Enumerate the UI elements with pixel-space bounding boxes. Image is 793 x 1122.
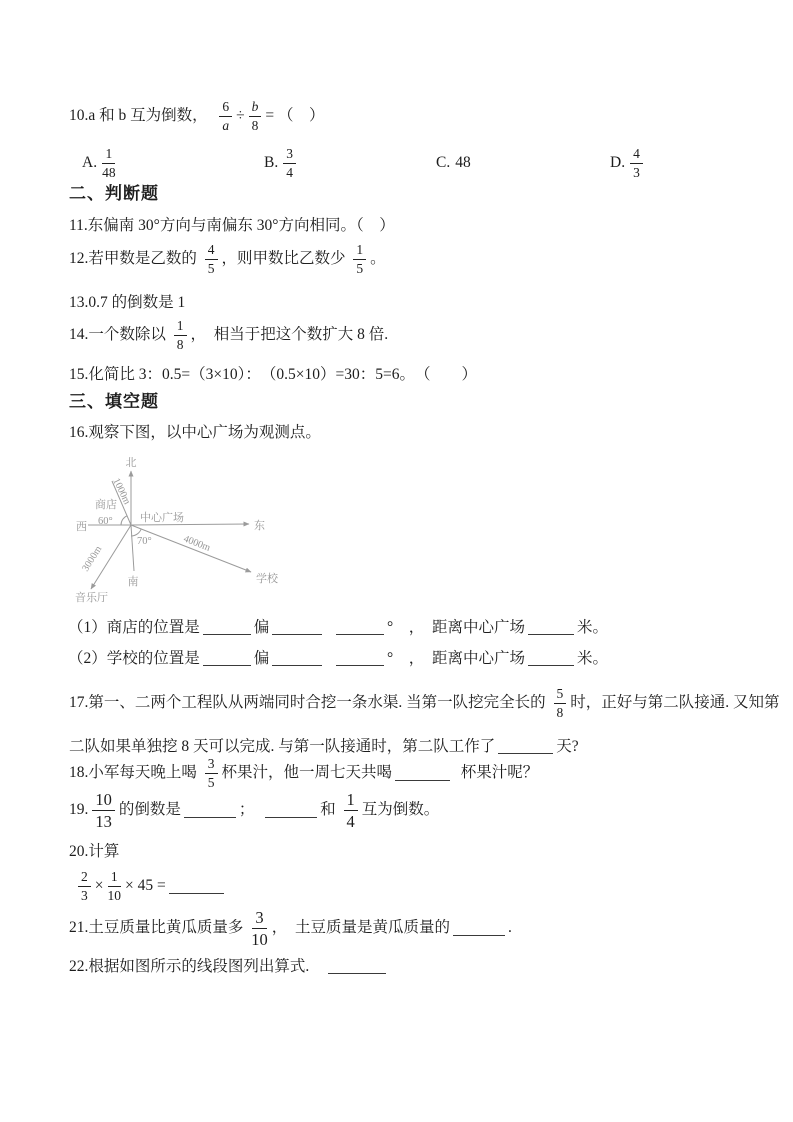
question-18 bbox=[69, 755, 538, 791]
fraction: $\frac{10}{13}$ bbox=[92, 790, 115, 831]
fraction: $\frac{3}{4}$ bbox=[283, 146, 296, 180]
answer-blank bbox=[498, 739, 553, 754]
south-label: 南 bbox=[127, 576, 139, 588]
text-run: ， 相当于把这个数扩大 8 倍. bbox=[190, 326, 389, 344]
text-run: 杯果汁呢？ bbox=[453, 764, 539, 782]
angle-70-label: 70° bbox=[137, 536, 152, 547]
question-16-sub2 bbox=[68, 650, 608, 668]
option-label: D. bbox=[610, 154, 626, 172]
question-19 bbox=[69, 788, 439, 832]
fraction: $\frac{4}{3}$ bbox=[630, 146, 643, 180]
question-12 bbox=[69, 241, 386, 277]
question-17-line1 bbox=[69, 685, 780, 721]
answer-blank bbox=[203, 620, 251, 635]
option-value: 48 bbox=[455, 154, 471, 172]
fraction: $\frac{b}{8}$ bbox=[249, 99, 262, 133]
fraction: $\frac{4}{5}$ bbox=[205, 242, 218, 276]
question-14 bbox=[69, 317, 388, 353]
answer-blank bbox=[528, 651, 574, 666]
text-run: 米。 bbox=[576, 650, 608, 667]
answer-blank bbox=[395, 766, 450, 781]
text-run: 互为倒数。 bbox=[361, 801, 440, 819]
option-d bbox=[610, 146, 647, 180]
text-run: 10.a 和 b 互为倒数， bbox=[69, 107, 216, 125]
question-22 bbox=[69, 958, 389, 976]
answer-blank bbox=[328, 959, 386, 974]
text-run: 米。 bbox=[576, 619, 608, 636]
answer-blank bbox=[203, 651, 251, 666]
answer-blank bbox=[336, 620, 384, 635]
text-run: ，则甲数比乙数少 bbox=[221, 250, 350, 268]
text-run: 11.东偏南 30°方向与南偏东 30°方向相同。（ ） bbox=[69, 217, 395, 234]
fraction: $\frac{1}{5}$ bbox=[353, 242, 366, 276]
question-20-expression bbox=[74, 868, 227, 904]
text-run: 20.计算 bbox=[69, 843, 120, 860]
text-run: 22.根据如图所示的线段图列出算式. bbox=[69, 958, 325, 975]
option-b bbox=[264, 146, 300, 180]
question-16-sub1 bbox=[68, 619, 608, 637]
fraction: $\frac{5}{8}$ bbox=[554, 686, 567, 720]
text-run: ° ， 距离中心广场 bbox=[387, 619, 525, 636]
option-label: A. bbox=[82, 154, 98, 172]
fraction: $\frac{1}{10}$ bbox=[107, 868, 121, 903]
text-run: 天? bbox=[556, 738, 579, 755]
question-10-options bbox=[0, 146, 793, 180]
east-axis bbox=[131, 524, 249, 525]
text-run: 14.一个数除以 bbox=[69, 326, 170, 344]
school-distance-label: 4000m bbox=[181, 533, 212, 554]
answer-blank bbox=[336, 651, 384, 666]
center-plaza-label: 中心广场 bbox=[140, 512, 184, 524]
west-label: 西 bbox=[76, 521, 87, 533]
fraction: $\frac{3}{5}$ bbox=[205, 756, 218, 790]
q16-compass-diagram bbox=[63, 451, 293, 613]
option-c bbox=[436, 146, 471, 180]
fraction: $\frac{1}{8}$ bbox=[174, 318, 187, 352]
east-label: 东 bbox=[254, 520, 265, 532]
text-run: = （ ） bbox=[265, 107, 325, 125]
text-run: 和 bbox=[320, 801, 340, 819]
school-ray bbox=[131, 525, 251, 572]
text-run: 的倒数是 bbox=[118, 801, 181, 819]
north-label: 北 bbox=[125, 457, 137, 469]
section-2-heading: 二、判断题 bbox=[69, 184, 159, 203]
angle-60-arc bbox=[121, 516, 127, 525]
angle-60-label: 60° bbox=[98, 516, 113, 527]
answer-blank bbox=[272, 620, 322, 635]
option-label: C. bbox=[436, 154, 451, 172]
answer-blank bbox=[265, 803, 317, 818]
text-run: 。 bbox=[370, 250, 386, 268]
fraction: $\frac{1}{48}$ bbox=[102, 145, 116, 180]
text-run: 18.小军每天晚上喝 bbox=[69, 764, 201, 782]
text-run: ° ， 距离中心广场 bbox=[387, 650, 525, 667]
question-10-stem bbox=[69, 99, 325, 133]
text-run: 19. bbox=[69, 801, 89, 819]
shop-distance-label: 1000m bbox=[110, 476, 133, 507]
south-axis bbox=[131, 525, 134, 571]
school-label: 学校 bbox=[256, 573, 278, 585]
question-13 bbox=[69, 294, 185, 312]
fraction: $\frac{6}{a}$ bbox=[219, 99, 232, 133]
fraction: $\frac{1}{4}$ bbox=[344, 790, 358, 831]
question-15 bbox=[69, 366, 477, 384]
fraction: $\frac{2}{3}$ bbox=[78, 869, 91, 903]
question-20-stem bbox=[69, 843, 119, 861]
answer-blank bbox=[272, 651, 322, 666]
text-run: × 45 = bbox=[125, 877, 166, 895]
hall-distance-label: 3000m bbox=[80, 544, 105, 574]
angle-70-arc bbox=[131, 529, 141, 536]
text-run: ； bbox=[238, 801, 263, 819]
section-3-heading: 三、填空题 bbox=[69, 392, 159, 411]
text-run: 15.化简比 3：0.5=（3×10）： （0.5×10）=30：5=6。 （ ） bbox=[69, 366, 477, 383]
shop-label: 商店 bbox=[95, 499, 117, 511]
answer-blank bbox=[169, 879, 224, 894]
text-run: ， 土豆质量是黄瓜质量的 bbox=[271, 919, 451, 937]
text-run: 16.观察下图，以中心广场为观测点。 bbox=[69, 424, 321, 441]
answer-blank bbox=[528, 620, 574, 635]
question-16-stem bbox=[69, 424, 321, 442]
question-21 bbox=[69, 906, 512, 950]
text-run: . bbox=[508, 919, 512, 937]
answer-blank bbox=[453, 921, 505, 936]
text-run: 二队如果单独挖 8 天可以完成. 与第一队接通时，第二队工作了 bbox=[69, 738, 496, 755]
concert-hall-label: 音乐厅 bbox=[75, 592, 108, 604]
text-run: 17.第一、二两个工程队从两端同时合挖一条水渠. 当第一队挖完全长的 bbox=[69, 694, 550, 712]
text-run bbox=[325, 650, 333, 668]
question-17-line2 bbox=[69, 738, 579, 756]
text-run: 13.0.7 的倒数是 1 bbox=[69, 294, 186, 311]
text-run: 21.土豆质量比黄瓜质量多 bbox=[69, 919, 248, 937]
answer-blank bbox=[184, 803, 236, 818]
text-run: × bbox=[94, 877, 104, 895]
text-run: （1）商店的位置是 bbox=[68, 619, 200, 636]
text-run: 杯果汁，他一周七天共喝 bbox=[221, 764, 393, 782]
text-run: 时，正好与第二队接通. 又知第 bbox=[570, 694, 780, 712]
text-run bbox=[325, 619, 333, 637]
question-11 bbox=[69, 217, 395, 235]
fraction: $\frac{3}{10}$ bbox=[251, 907, 268, 949]
text-run: 偏 bbox=[253, 619, 270, 636]
text-run: 偏 bbox=[253, 650, 270, 667]
text-run: ÷ bbox=[236, 107, 245, 125]
option-label: B. bbox=[264, 154, 279, 172]
text-run: 12.若甲数是乙数的 bbox=[69, 250, 201, 268]
option-a bbox=[82, 146, 120, 180]
text-run: （2）学校的位置是 bbox=[68, 650, 200, 667]
